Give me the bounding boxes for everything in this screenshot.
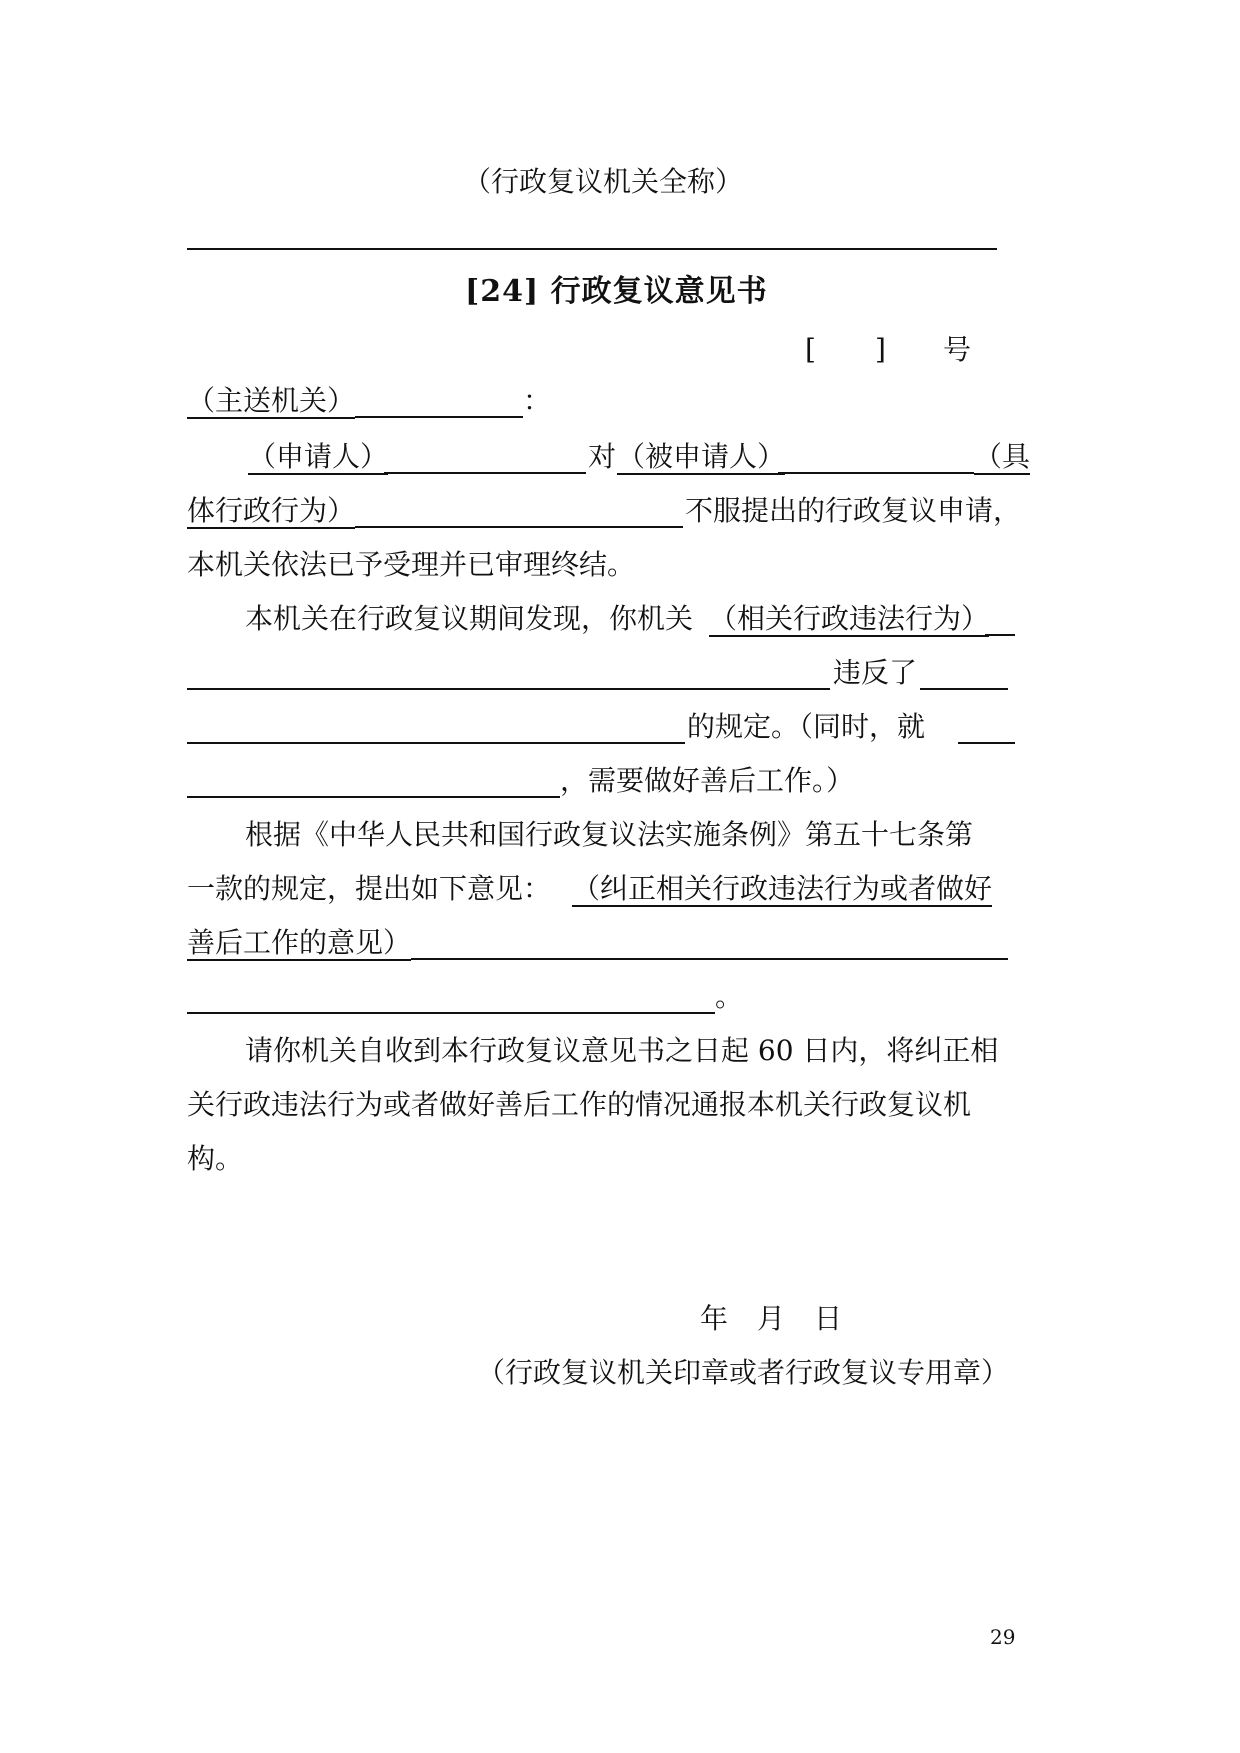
guiding-text: 的规定。（同时，就 xyxy=(687,710,926,743)
aftercare-text: ，需要做好善后工作。） xyxy=(560,764,855,797)
header-divider xyxy=(187,248,997,250)
opinion-placeholder-part1: （纠正相关行政违法行为或者做好 xyxy=(572,872,993,905)
date-month: 月 xyxy=(757,1302,786,1335)
applicant-blank xyxy=(384,472,586,474)
violation-blank-tail xyxy=(985,634,1015,636)
respondent-blank xyxy=(778,472,974,474)
weifan-text: 违反了 xyxy=(833,656,918,689)
doc-number-open-bracket: [ xyxy=(805,333,816,366)
regulation-blank xyxy=(187,742,685,744)
dui-text: 对 xyxy=(588,440,617,473)
regulation-blank-start xyxy=(920,688,1008,690)
applicant-placeholder: （申请人） xyxy=(248,440,389,473)
document-title: [24] 行政复议意见书 xyxy=(465,274,768,309)
violation-placeholder: （相关行政违法行为） xyxy=(709,602,990,635)
addressee-blank xyxy=(355,416,523,418)
addressee-colon: ： xyxy=(523,384,552,417)
intro-line1-tail: 不服提出的行政复议申请， xyxy=(685,494,1022,527)
intro-line2: 本机关依法已予受理并已审理终结。 xyxy=(187,548,636,581)
aftercare-blank-start xyxy=(958,742,1015,744)
act-placeholder-part2: 体行政行为） xyxy=(187,494,356,527)
agency-name-placeholder: （行政复议机关全称） xyxy=(463,165,744,198)
aftercare-blank xyxy=(187,796,560,798)
violation-blank xyxy=(187,688,830,690)
request-line2: 关行政违法行为或者做好善后工作的情况通报本机关行政复议机 xyxy=(187,1088,972,1121)
request-line1: 请你机关自收到本行政复议意见书之日起 60 日内，将纠正相 xyxy=(245,1034,999,1067)
basis-line2-lead: 一款的规定，提出如下意见： xyxy=(187,872,552,905)
opinion-blank-2 xyxy=(187,1012,715,1014)
respondent-placeholder: （被申请人） xyxy=(617,440,786,473)
seal-placeholder: （行政复议机关印章或者行政复议专用章） xyxy=(477,1356,1010,1389)
addressee-placeholder: （主送机关） xyxy=(187,384,356,417)
date-year: 年 xyxy=(700,1302,729,1335)
page-number: 29 xyxy=(990,1625,1016,1649)
opinion-blank xyxy=(411,958,1008,960)
opinion-placeholder-part2: 善后工作的意见） xyxy=(187,926,412,959)
act-blank xyxy=(355,526,683,528)
act-placeholder-part1: （具 xyxy=(974,440,1031,473)
request-line3: 构。 xyxy=(187,1142,244,1175)
date-day: 日 xyxy=(814,1302,843,1335)
doc-number-suffix: 号 xyxy=(943,333,972,366)
doc-number-close-bracket: ] xyxy=(875,333,886,366)
opinion-period: 。 xyxy=(715,980,744,1013)
finding-lead: 本机关在行政复议期间发现，你机关 xyxy=(245,602,694,635)
basis-line1: 根据《中华人民共和国行政复议法实施条例》第五十七条第 xyxy=(245,818,974,851)
